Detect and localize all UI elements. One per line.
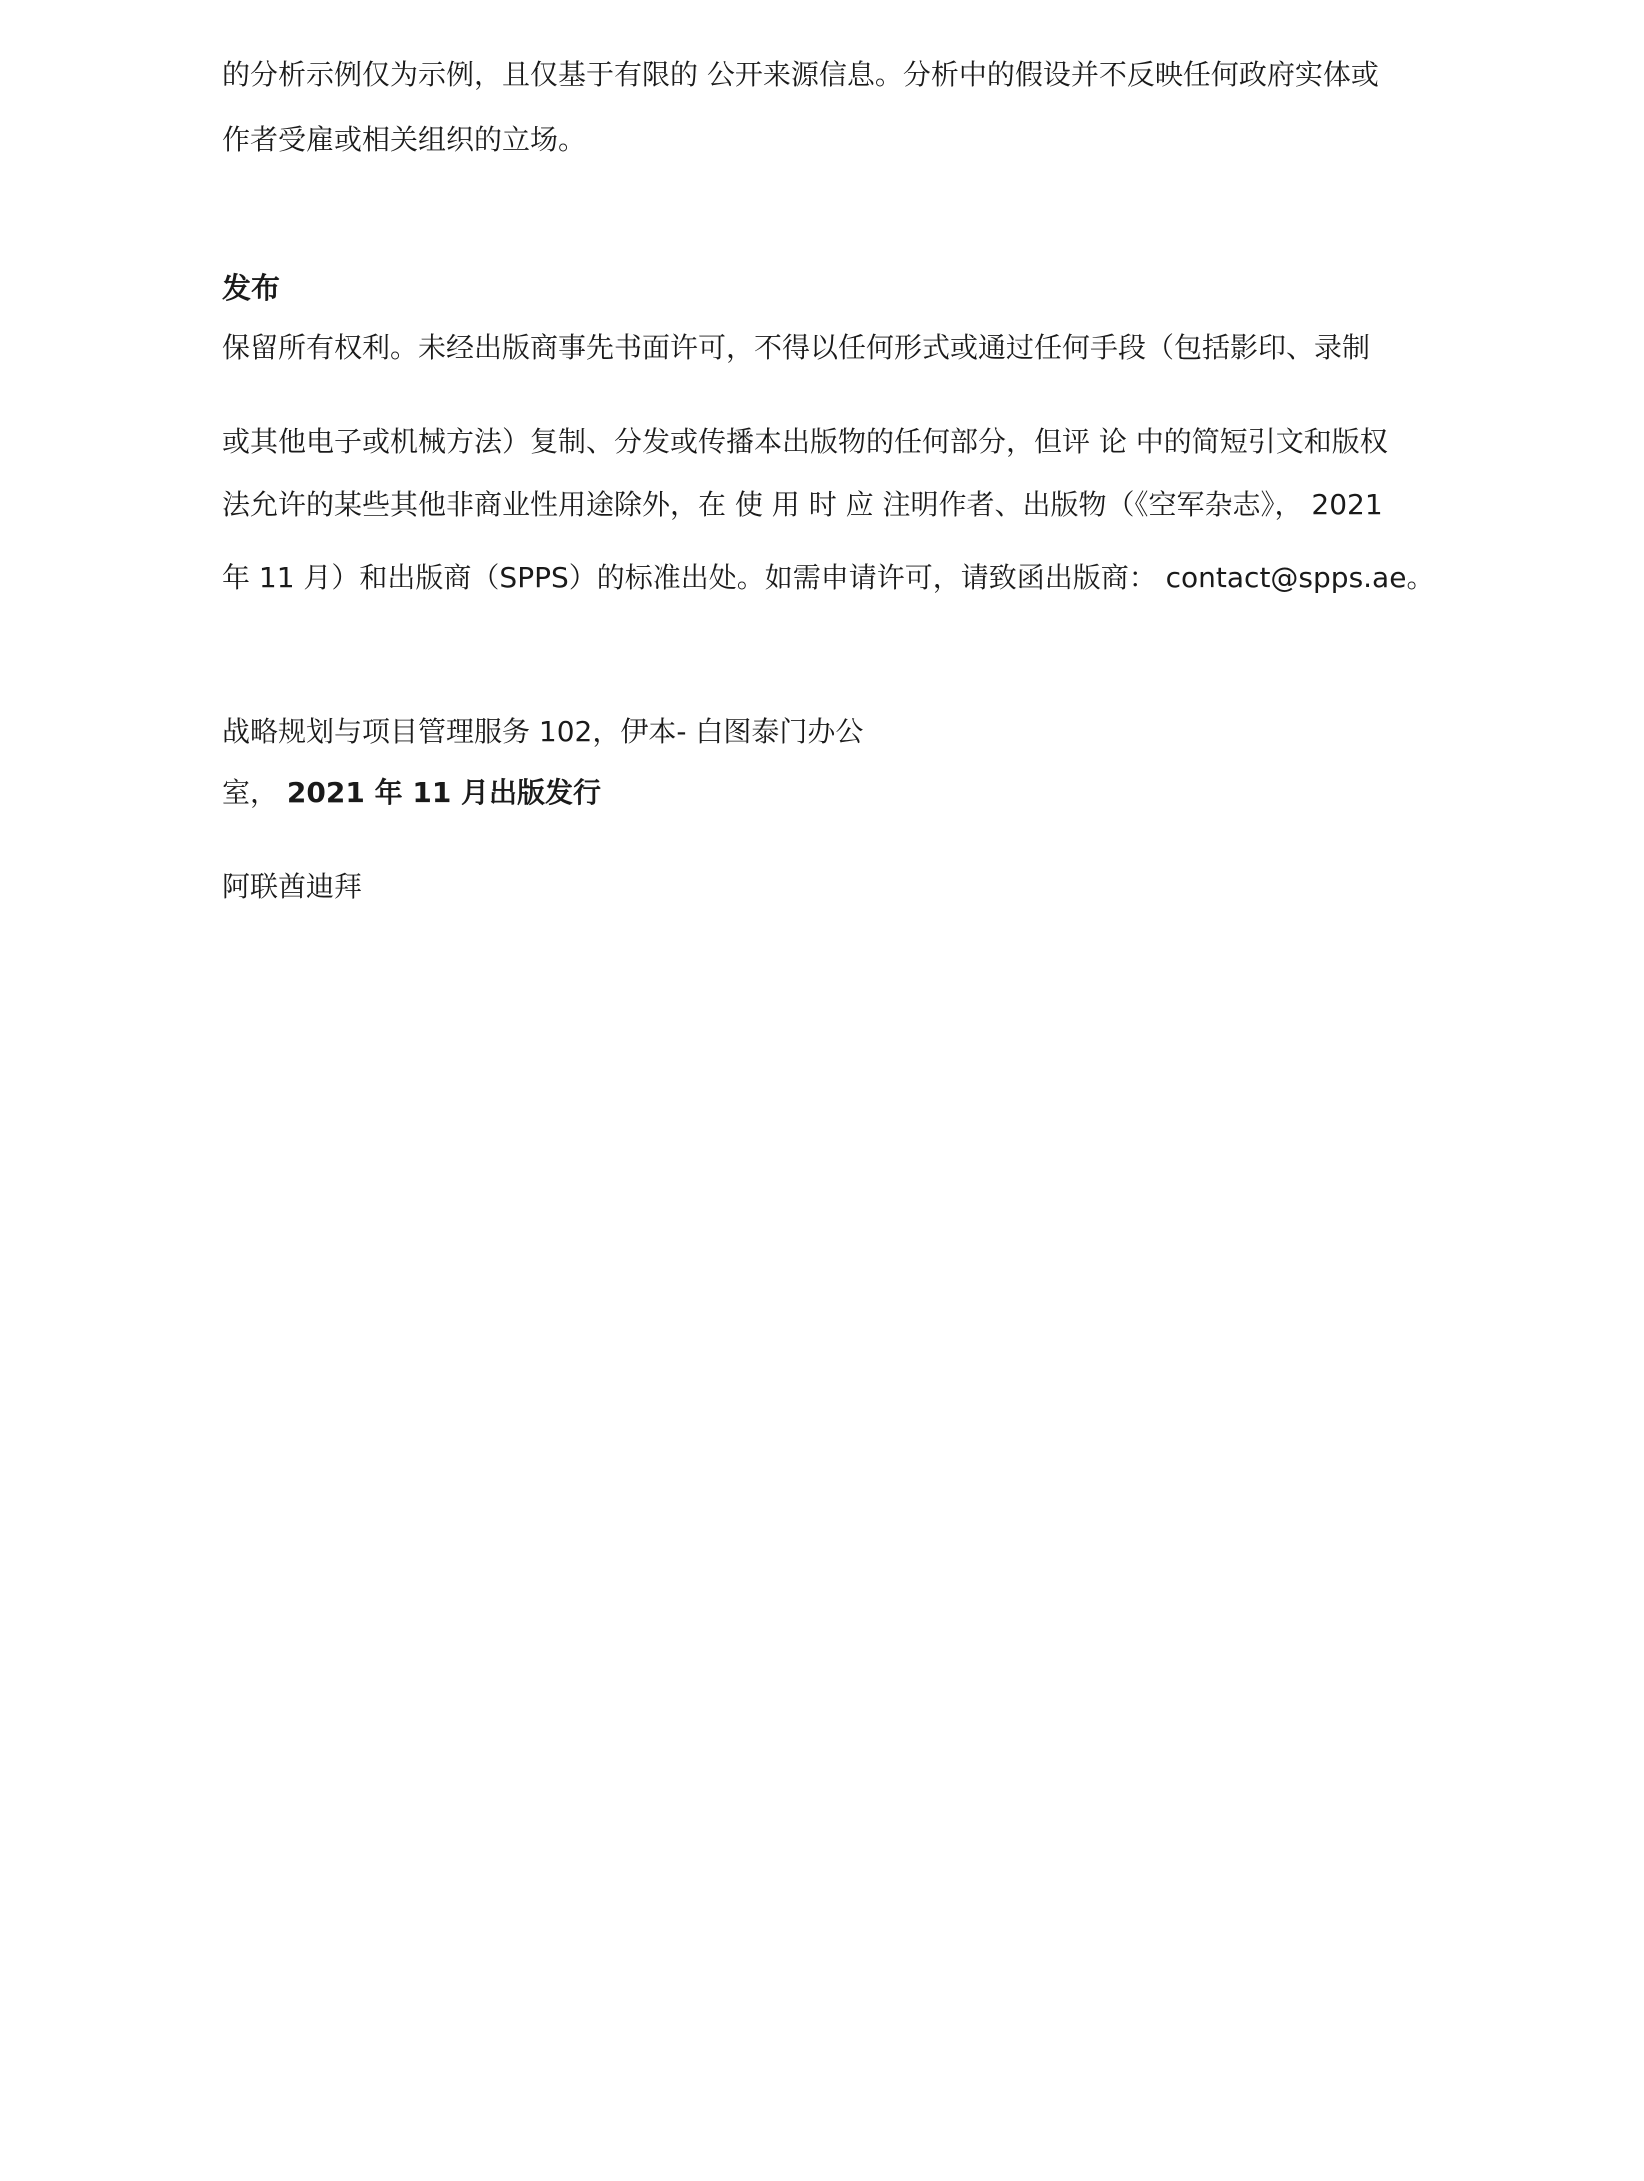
rights-line-3: 法允许的某些其他非商业性用途除外，在 使 用 时 应 注明作者、出版物（《空军杂志》， 2021 [222, 488, 1383, 521]
publisher-address: 战略规划与项目管理服务 102，伊本- 白图泰门办公 [222, 715, 864, 748]
publication-date-line [222, 775, 601, 811]
publication-date: 2021 年 11 月出版发行 [286, 776, 602, 809]
disclaimer-line-2: 作者受雇或相关组织的立场。 [222, 123, 587, 156]
disclaimer-line-1: 的分析示例仅为示例，且仅基于有限的 公开来源信息。分析中的假设并不反映任何政府实体或 [222, 58, 1379, 91]
rights-line-2: 或其他电子或机械方法）复制、分发或传播本出版物的任何部分，但评 论 中的简短引文和版权 [222, 425, 1388, 458]
rights-line-4: 年 11 月）和出版商（SPPS）的标准出处。如需申请许可，请致函出版商： contact@spps.ae。 [222, 561, 1435, 594]
rights-line-1: 保留所有权利。未经出版商事先书面许可，不得以任何形式或通过任何手段（包括影印、录制 [222, 331, 1371, 364]
publication-heading: 发布 [222, 271, 281, 305]
publisher-location: 阿联酋迪拜 [222, 870, 363, 903]
publication-date-prefix: 室， [222, 776, 279, 809]
